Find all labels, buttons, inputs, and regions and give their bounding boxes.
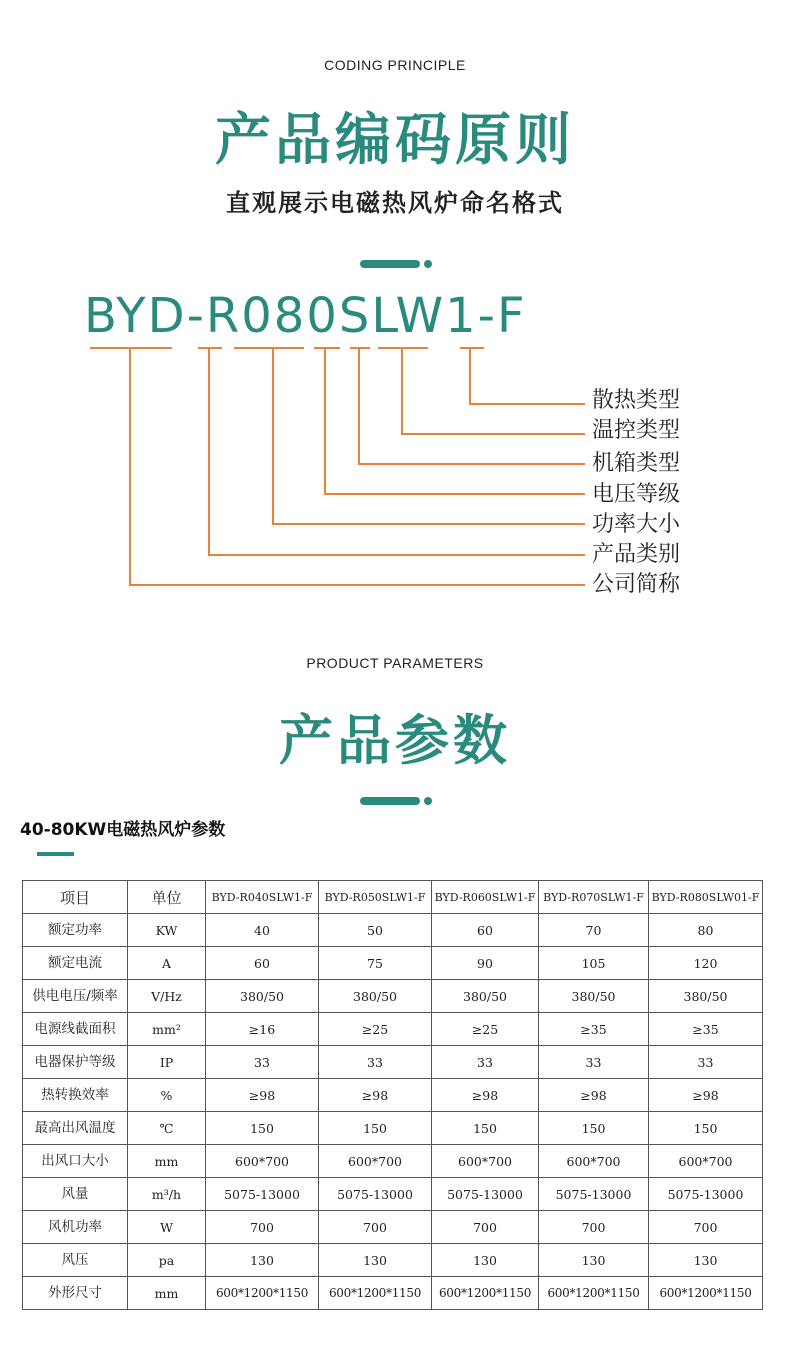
cell: 600*1200*1150 bbox=[319, 1277, 432, 1310]
cell: 600*700 bbox=[319, 1145, 432, 1178]
cell: ≥98 bbox=[649, 1079, 763, 1112]
cell: 700 bbox=[432, 1211, 539, 1244]
cell: 600*1200*1150 bbox=[432, 1277, 539, 1310]
params-eyebrow: PRODUCT PARAMETERS bbox=[306, 655, 484, 671]
label-power-size: 功率大小 bbox=[592, 512, 681, 537]
cell: ≥98 bbox=[206, 1079, 319, 1112]
row-label: 风机功率 bbox=[23, 1211, 128, 1244]
cell: 5075-13000 bbox=[319, 1178, 432, 1211]
leader-temp-control bbox=[402, 348, 585, 434]
label-company-abbr: 公司简称 bbox=[592, 572, 681, 597]
params-table bbox=[22, 880, 763, 1310]
cell: 33 bbox=[206, 1046, 319, 1079]
header-item: 项目 bbox=[23, 881, 128, 914]
cell: 150 bbox=[539, 1112, 649, 1145]
label-heat-dissipation-type: 散热类型 bbox=[592, 388, 681, 413]
cell: 150 bbox=[432, 1112, 539, 1145]
cell: 130 bbox=[649, 1244, 763, 1277]
cell: 380/50 bbox=[539, 980, 649, 1013]
table-row bbox=[23, 1046, 763, 1079]
row-unit: V/Hz bbox=[128, 980, 206, 1013]
cell: 150 bbox=[319, 1112, 432, 1145]
row-unit: ℃ bbox=[128, 1112, 206, 1145]
cell: 130 bbox=[539, 1244, 649, 1277]
cell: 33 bbox=[319, 1046, 432, 1079]
table-row bbox=[23, 1145, 763, 1178]
cell: 5075-13000 bbox=[649, 1178, 763, 1211]
cell: 90 bbox=[432, 947, 539, 980]
header-model: BYD-R040SLW1-F bbox=[206, 881, 319, 914]
cell: 33 bbox=[649, 1046, 763, 1079]
params-title: 产品参数 bbox=[279, 709, 511, 772]
table-row bbox=[23, 947, 763, 980]
row-unit: A bbox=[128, 947, 206, 980]
leader-chassis bbox=[359, 348, 585, 464]
cell: 600*1200*1150 bbox=[539, 1277, 649, 1310]
cell: 5075-13000 bbox=[539, 1178, 649, 1211]
cell: 60 bbox=[432, 914, 539, 947]
product-code: BYD-R080SLW1-F bbox=[84, 288, 527, 344]
cell: 600*1200*1150 bbox=[649, 1277, 763, 1310]
row-label: 供电电压/频率 bbox=[23, 980, 128, 1013]
row-unit: mm² bbox=[128, 1013, 206, 1046]
row-label: 额定电流 bbox=[23, 947, 128, 980]
cell: 600*700 bbox=[649, 1145, 763, 1178]
cell: 700 bbox=[319, 1211, 432, 1244]
label-product-category: 产品类别 bbox=[592, 542, 681, 567]
cell: ≥35 bbox=[539, 1013, 649, 1046]
cell: 700 bbox=[649, 1211, 763, 1244]
cell: 33 bbox=[432, 1046, 539, 1079]
label-temp-control-type: 温控类型 bbox=[592, 418, 681, 443]
row-unit: mm bbox=[128, 1277, 206, 1310]
row-label: 电源线截面积 bbox=[23, 1013, 128, 1046]
label-chassis-type: 机箱类型 bbox=[592, 451, 681, 476]
cell: 380/50 bbox=[649, 980, 763, 1013]
row-label: 出风口大小 bbox=[23, 1145, 128, 1178]
cell: 130 bbox=[206, 1244, 319, 1277]
table-row bbox=[23, 1178, 763, 1211]
table-row bbox=[23, 1211, 763, 1244]
leader-heat-dissipation bbox=[470, 348, 585, 404]
cell: 120 bbox=[649, 947, 763, 980]
coding-title: 产品编码原则 bbox=[215, 108, 575, 173]
header-model: BYD-R080SLW01-F bbox=[649, 881, 763, 914]
table-row bbox=[23, 980, 763, 1013]
leader-voltage bbox=[325, 348, 585, 494]
row-unit: mm bbox=[128, 1145, 206, 1178]
cell: ≥35 bbox=[649, 1013, 763, 1046]
header-model: BYD-R050SLW1-F bbox=[319, 881, 432, 914]
cell: 60 bbox=[206, 947, 319, 980]
cell: 105 bbox=[539, 947, 649, 980]
header-model: BYD-R060SLW1-F bbox=[432, 881, 539, 914]
cell: ≥25 bbox=[432, 1013, 539, 1046]
row-label: 电器保护等级 bbox=[23, 1046, 128, 1079]
cell: 5075-13000 bbox=[206, 1178, 319, 1211]
cell: 600*1200*1150 bbox=[206, 1277, 319, 1310]
row-unit: m³/h bbox=[128, 1178, 206, 1211]
cell: 130 bbox=[319, 1244, 432, 1277]
cell: ≥98 bbox=[319, 1079, 432, 1112]
cell: 600*700 bbox=[539, 1145, 649, 1178]
cell: ≥16 bbox=[206, 1013, 319, 1046]
cell: 50 bbox=[319, 914, 432, 947]
header-unit: 单位 bbox=[128, 881, 206, 914]
label-voltage-level: 电压等级 bbox=[592, 482, 681, 507]
header-model: BYD-R070SLW1-F bbox=[539, 881, 649, 914]
cell: 600*700 bbox=[432, 1145, 539, 1178]
cell: ≥25 bbox=[319, 1013, 432, 1046]
cell: 40 bbox=[206, 914, 319, 947]
row-unit: pa bbox=[128, 1244, 206, 1277]
row-label: 外形尺寸 bbox=[23, 1277, 128, 1310]
coding-eyebrow: CODING PRINCIPLE bbox=[324, 57, 466, 73]
cell: 5075-13000 bbox=[432, 1178, 539, 1211]
cell: 380/50 bbox=[319, 980, 432, 1013]
cell: 150 bbox=[206, 1112, 319, 1145]
cell: 80 bbox=[649, 914, 763, 947]
table-row bbox=[23, 1244, 763, 1277]
table-header-row bbox=[23, 881, 763, 914]
table-row bbox=[23, 1079, 763, 1112]
cell: ≥98 bbox=[432, 1079, 539, 1112]
table-row bbox=[23, 1277, 763, 1310]
cell: 380/50 bbox=[432, 980, 539, 1013]
table-row bbox=[23, 914, 763, 947]
row-label: 额定功率 bbox=[23, 914, 128, 947]
cell: 700 bbox=[206, 1211, 319, 1244]
leader-power bbox=[273, 348, 585, 524]
table-title-underline bbox=[37, 852, 74, 856]
row-unit: KW bbox=[128, 914, 206, 947]
row-unit: W bbox=[128, 1211, 206, 1244]
row-label: 热转换效率 bbox=[23, 1079, 128, 1112]
params-divider-dot bbox=[424, 797, 432, 805]
table-title: 40-80KW电磁热风炉参数 bbox=[20, 820, 226, 840]
cell: 150 bbox=[649, 1112, 763, 1145]
row-unit: IP bbox=[128, 1046, 206, 1079]
cell: ≥98 bbox=[539, 1079, 649, 1112]
cell: 33 bbox=[539, 1046, 649, 1079]
table-row bbox=[23, 1013, 763, 1046]
row-label: 风压 bbox=[23, 1244, 128, 1277]
cell: 130 bbox=[432, 1244, 539, 1277]
cell: 600*700 bbox=[206, 1145, 319, 1178]
cell: 700 bbox=[539, 1211, 649, 1244]
leader-company bbox=[130, 348, 585, 585]
cell: 380/50 bbox=[206, 980, 319, 1013]
table-row bbox=[23, 1112, 763, 1145]
params-divider bbox=[360, 797, 420, 805]
coding-subtitle: 直观展示电磁热风炉命名格式 bbox=[226, 189, 564, 217]
row-label: 最高出风温度 bbox=[23, 1112, 128, 1145]
cell: 70 bbox=[539, 914, 649, 947]
cell: 75 bbox=[319, 947, 432, 980]
row-label: 风量 bbox=[23, 1178, 128, 1211]
row-unit: % bbox=[128, 1079, 206, 1112]
